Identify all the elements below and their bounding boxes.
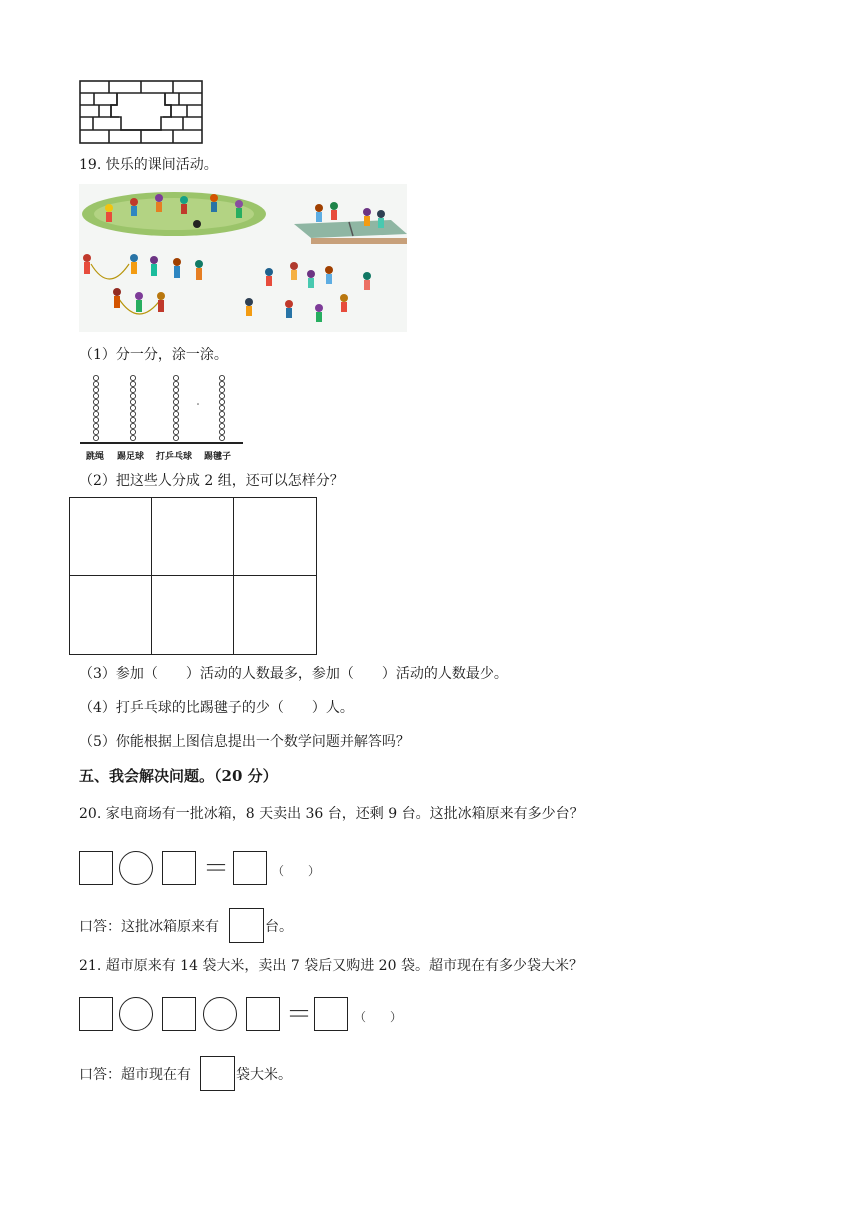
q21-number-box-3[interactable]: [246, 997, 280, 1031]
q19-part3: （3）参加（ ）活动的人数最多，参加（ ）活动的人数最少。: [79, 666, 508, 682]
q19-part2: （2）把这些人分成 2 组，还可以怎样分？: [79, 473, 344, 489]
q21-result-box[interactable]: [314, 997, 348, 1031]
chart-label-football: 踢足球: [117, 452, 145, 462]
grid-cell[interactable]: [234, 576, 316, 654]
q21-equals-sign: ＝: [286, 1000, 313, 1030]
chart-label-jump-rope: 跳绳: [86, 452, 105, 462]
q20-answer-prefix: 口答：这批冰箱原来有: [79, 919, 219, 935]
grouping-answer-grid[interactable]: [69, 497, 317, 655]
q20-text: 20. 家电商场有一批冰箱，8 天卖出 36 台，还剩 9 台。这批冰箱原来有多少台？: [79, 806, 584, 822]
q19-part4: （4）打乒乓球的比踢毽子的少（ ）人。: [79, 700, 354, 716]
q21-answer-box[interactable]: [200, 1056, 235, 1091]
grid-cell[interactable]: [234, 498, 316, 576]
q21-answer-suffix: 袋大米。: [236, 1067, 292, 1083]
q21-unit-paren[interactable]: （ ）: [354, 1010, 403, 1024]
recess-activities-illustration: [79, 184, 407, 332]
grid-cell[interactable]: [152, 576, 234, 654]
q20-number-box-2[interactable]: [162, 851, 196, 885]
chart-label-ping-pong: 打乒乓球: [156, 452, 193, 462]
q21-operator-circle-1[interactable]: [119, 997, 153, 1031]
q20-unit-paren[interactable]: （ ）: [272, 864, 321, 878]
brick-wall-image: [79, 80, 203, 144]
q20-answer-suffix: 台。: [265, 919, 293, 935]
q19-title: 19. 快乐的课间活动。: [79, 157, 218, 173]
q20-operator-circle[interactable]: [119, 851, 153, 885]
grid-cell[interactable]: [70, 576, 152, 654]
q21-number-box-2[interactable]: [162, 997, 196, 1031]
q20-equals-sign: ＝: [203, 854, 230, 884]
q20-number-box-1[interactable]: [79, 851, 113, 885]
q20-answer-box[interactable]: [229, 908, 264, 943]
q21-answer-prefix: 口答：超市现在有: [79, 1067, 191, 1083]
chart-label-shuttlecock: 踢毽子: [204, 452, 232, 462]
q20-result-box[interactable]: [233, 851, 267, 885]
q19-part5: （5）你能根据上图信息提出一个数学问题并解答吗？: [79, 734, 410, 750]
q21-operator-circle-2[interactable]: [203, 997, 237, 1031]
q21-number-box-1[interactable]: [79, 997, 113, 1031]
grid-cell[interactable]: [152, 498, 234, 576]
grid-cell[interactable]: [70, 498, 152, 576]
section5-heading: 五、我会解决问题。（20 分）: [79, 767, 278, 785]
q21-text: 21. 超市原来有 14 袋大米，卖出 7 袋后又购进 20 袋。超市现在有多少袋大米？: [79, 958, 583, 974]
q19-part1: （1）分一分，涂一涂。: [79, 347, 228, 363]
activity-bead-chart: [80, 372, 244, 448]
